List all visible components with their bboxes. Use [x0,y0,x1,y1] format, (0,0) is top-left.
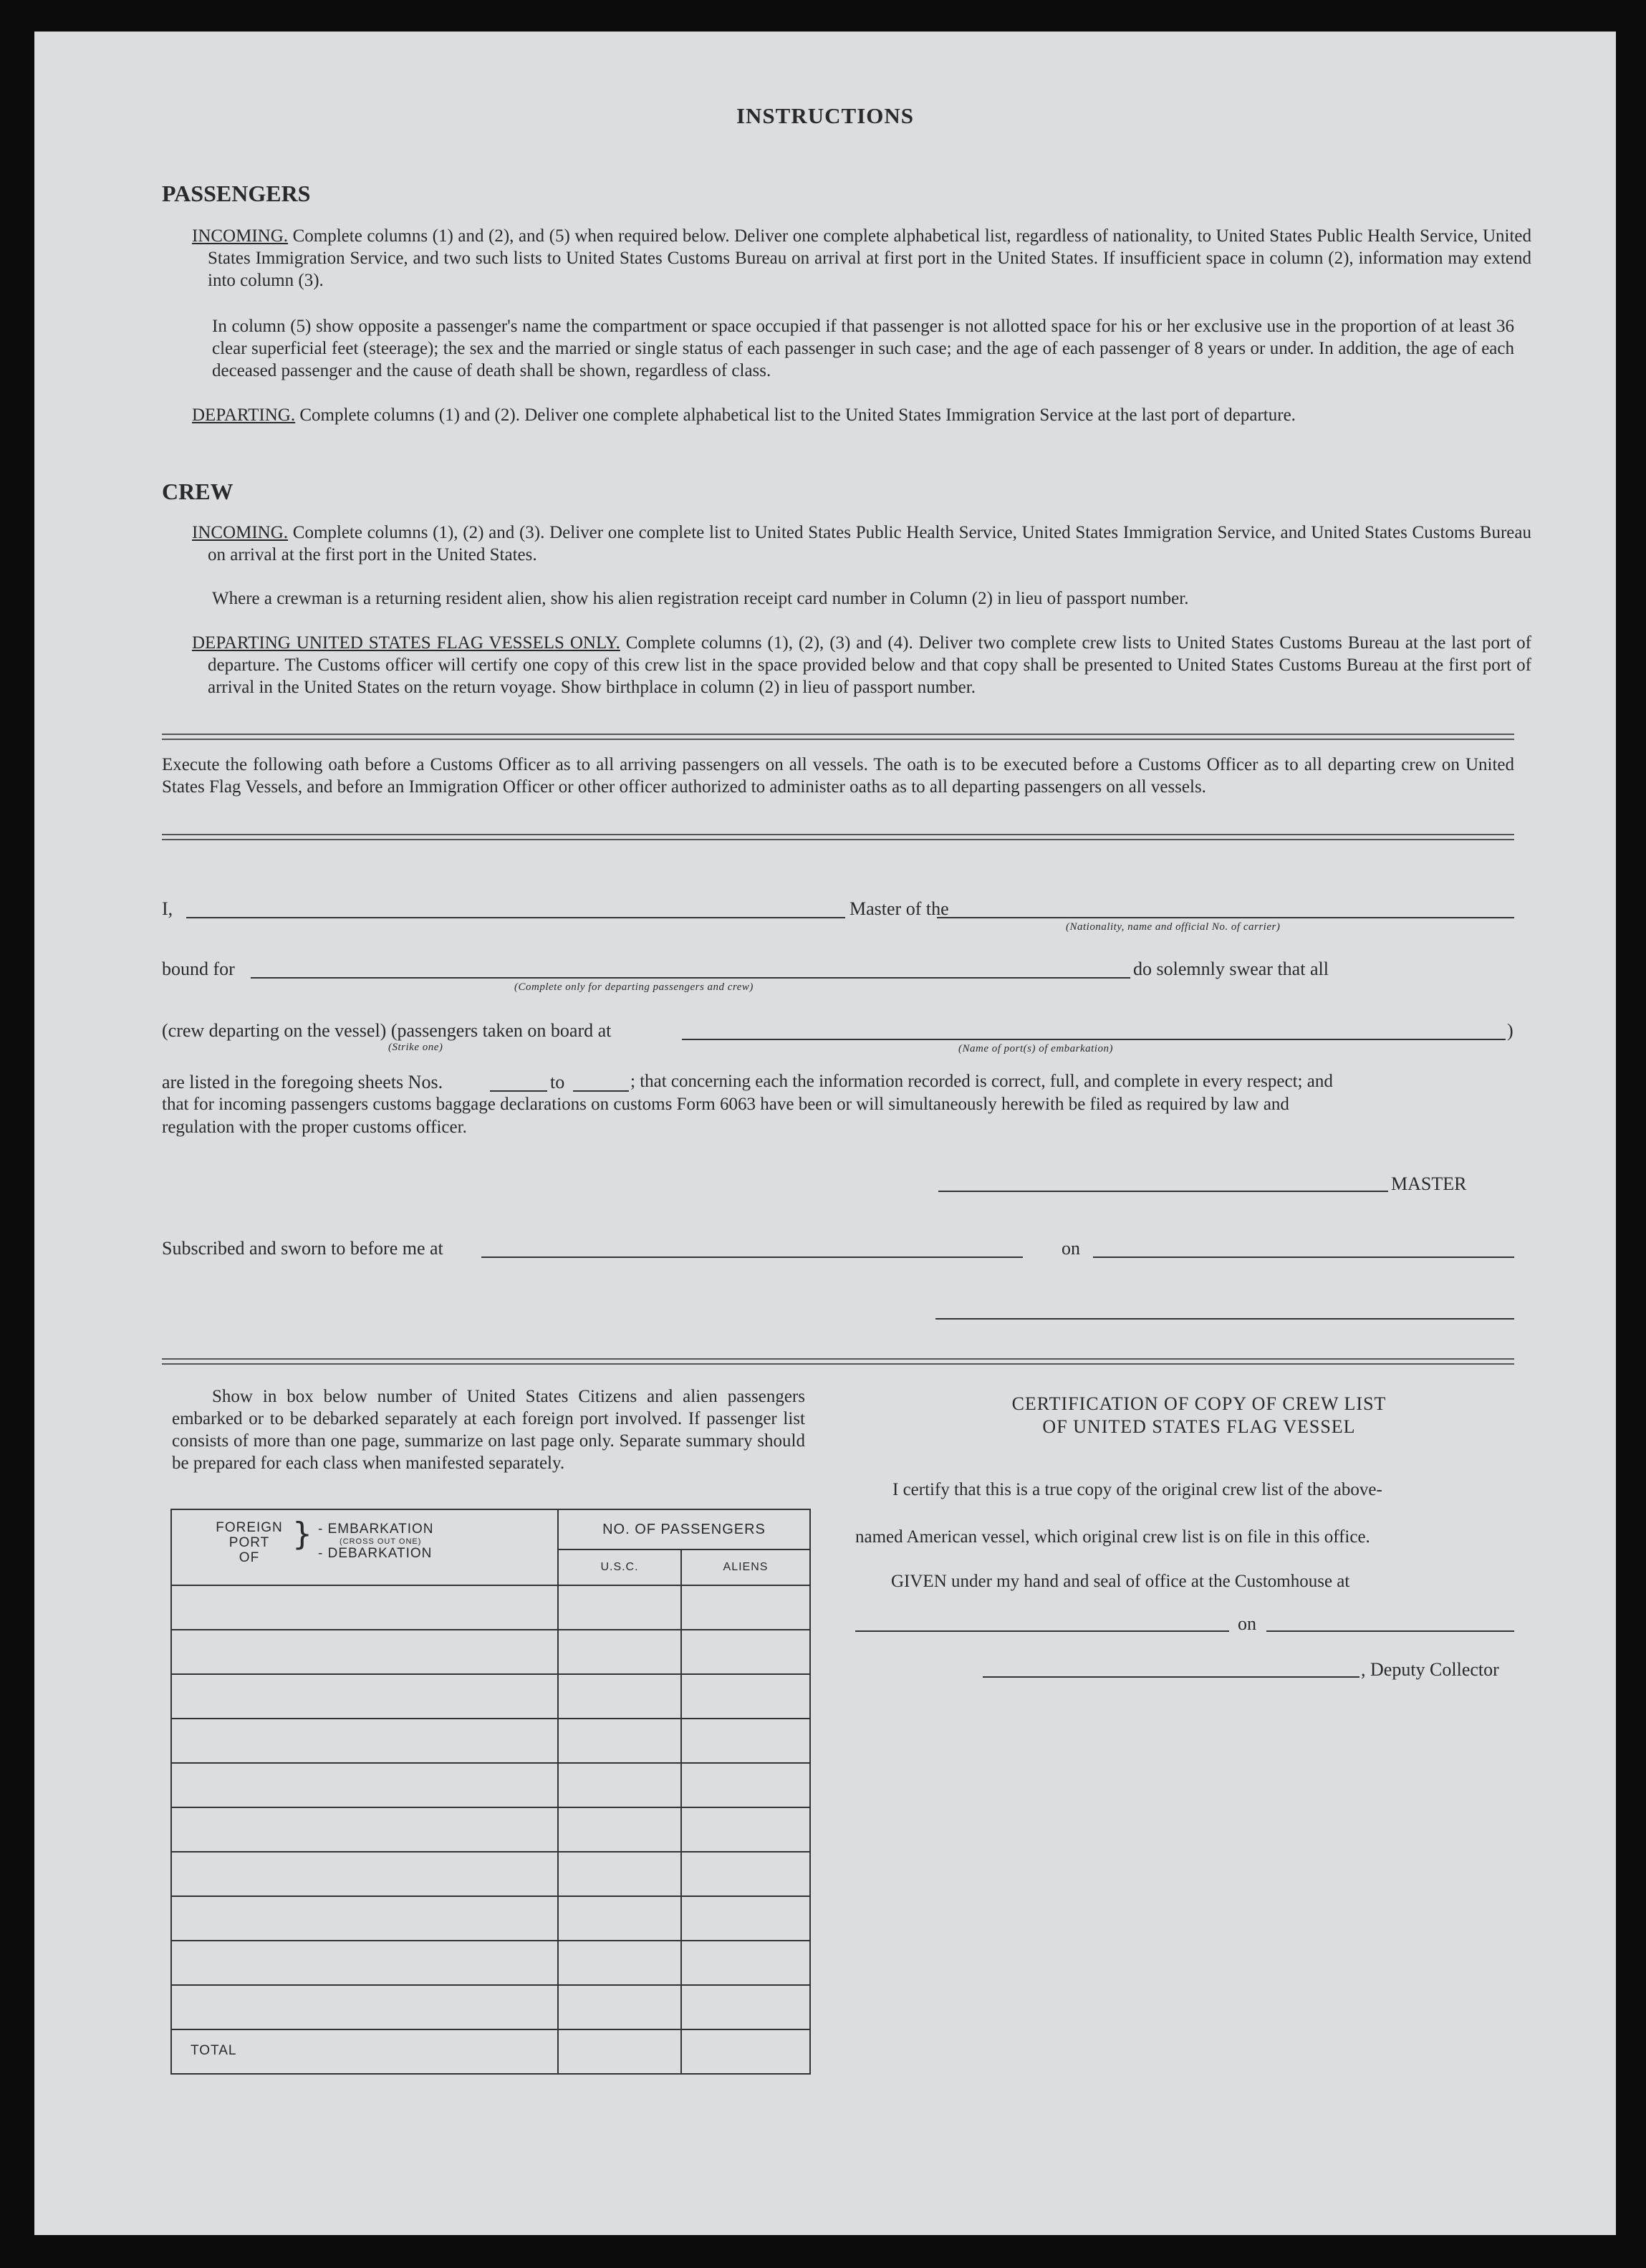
passengers-departing-paragraph [192,404,1531,426]
table-row [171,1852,810,1896]
sheets-to-field[interactable] [573,1090,629,1092]
cross-out-label: (CROSS OUT ONE) [340,1537,422,1546]
table-row [171,1941,810,1985]
foreign-label: FOREIGN [216,1520,283,1535]
usc-header: U.S.C. [558,1549,681,1585]
divider [162,834,1514,840]
passengers-incoming-paragraph [192,225,1531,292]
certification-text-line1: I certify that this is a true copy of the original crew list of the above- [892,1480,1382,1499]
customhouse-field[interactable] [855,1630,1229,1632]
bound-caption: (Complete only for departing passengers and crew) [514,981,754,993]
crew-departing-text: Complete columns (1), (2), (3) and (4). Deliver two complete crew lists to United States Customs Bureau at the last port of departure. The Customs officer will certify one copy of this crew list in the space provided below and that copy shall be presented to United States Customs Bureau at the first port of arrival in the United States on the return voyage. Show birthplace in column (2) in lieu of passport number. [208,633,1531,697]
passengers-departing-text: Complete columns (1) and (2). Deliver one complete alphabetical list to the United States Immigration Service at the last port of departure. [299,405,1296,425]
total-label: TOTAL [171,2029,558,2074]
master-of-label: Master of the [850,898,949,919]
form-page [34,32,1616,2235]
subscribed-on-label: on [1062,1238,1080,1259]
crew-incoming-paragraph [192,522,1531,566]
crew-heading: CREW [162,479,234,504]
carrier-field[interactable] [937,917,1514,918]
table-row [171,1674,810,1719]
oath-instructions: Execute the following oath before a Customs Officer as to all arriving passengers on all vessels. The oath is to be executed before a Customs Officer as to all departing crew on United States Flag Vessels, and before an Immigration Officer or other officer authorized to administer oaths as to all departing passengers on all vessels. [162,755,1514,797]
embarkation-port-field[interactable] [682,1039,1506,1040]
oath-i-label: I, [162,898,173,919]
table-row [171,1763,810,1807]
port-header-cell [171,1509,558,1585]
sheets-from-field[interactable] [490,1090,547,1092]
certification-text-line2: named American vessel, which original crew list is on file in this office. [855,1527,1370,1547]
debarkation-label: - DEBARKATION [318,1546,433,1561]
port-label: PORT [228,1535,270,1550]
table-row [171,1896,810,1941]
carrier-caption: (Nationality, name and official No. of carrier) [1066,921,1281,933]
crew-departing-label: (crew departing on the vessel) (passengers taken on board at [162,1020,612,1041]
of-label: OF [239,1550,260,1565]
table-row [171,1985,810,2029]
given-text: GIVEN under my hand and seal of office at the Customhouse at [891,1572,1350,1591]
passengers-incoming-text: Complete columns (1) and (2), and (5) when required below. Deliver one complete alphabetical list, regardless of nationality, to United States Public Health Service, United States Immigration Service, and two such lists to United States Customs Bureau on arrival at first port in the United States. If insufficient space in column (2), information may extend into column (3). [208,226,1531,290]
deputy-collector-label: , Deputy Collector [1361,1659,1499,1680]
divider [162,734,1514,740]
table-row [171,1719,810,1763]
table-row [171,1807,810,1852]
certification-date-field[interactable] [1266,1630,1514,1632]
total-row [171,2029,810,2074]
officer-signature-field[interactable] [935,1318,1514,1320]
certification-title-line2: OF UNITED STATES FLAG VESSEL [1042,1416,1356,1437]
bound-for-field[interactable] [251,977,1130,979]
master-label: MASTER [1391,1173,1467,1194]
subscribed-label: Subscribed and sworn to before me at [162,1238,443,1259]
passenger-summary-table [170,1509,811,2075]
deputy-signature-field[interactable] [983,1676,1359,1678]
master-signature-field[interactable] [938,1191,1388,1192]
passengers-incoming-lead: INCOMING. [192,226,289,246]
subscribed-date-field[interactable] [1093,1256,1514,1258]
certification-title [877,1393,1521,1438]
sheets-to-label: to [550,1072,565,1092]
summary-instructions: Show in box below number of United States Citizens and alien passengers embarked or to be debarked separately at each foreign port involved. If passenger list consists of more than one page, summarize on last page only. Separate summary should be prepared for each class when manifested separately. [172,1387,805,1473]
no-of-passengers-header: NO. OF PASSENGERS [558,1509,810,1549]
crew-departing-paragraph [192,632,1531,698]
crew-incoming-text: Complete columns (1), (2) and (3). Deliver one complete list to United States Public Health Service, United States Immigration Service, and United States Customs Bureau on arrival at the first port in the United States. [208,523,1531,564]
close-paren: ) [1507,1020,1513,1041]
divider [162,1358,1514,1365]
crew-incoming-lead: INCOMING. [192,523,289,542]
embark-caption: (Name of port(s) of embarkation) [958,1043,1113,1054]
page-title: INSTRUCTIONS [736,103,914,128]
master-name-field[interactable] [186,917,845,918]
subscribed-place-field[interactable] [481,1256,1023,1258]
aliens-header: ALIENS [681,1549,810,1585]
sheets-rest: ; that concerning each the information recorded is correct, full, and complete in every respect; and [630,1072,1333,1091]
passengers-heading: PASSENGERS [162,181,311,206]
passengers-column5-paragraph: In column (5) show opposite a passenger's name the compartment or space occupied if that passenger is not allotted space for his or her exclusive use in the proportion of at least 36 clear superficial feet (steerage); the sex and the married or single status of each passenger in such case; and the age of each passenger of 8 years or under. In addition, the age of each deceased passenger and the cause of death shall be shown, regardless of class. [212,317,1514,380]
swear-label: do solemnly swear that all [1133,958,1329,979]
sheets-line2: that for incoming passengers customs baggage declarations on customs Form 6063 have been or will simultaneously herewith be filed as required by law and [162,1095,1289,1114]
crew-departing-lead: DEPARTING UNITED STATES FLAG VESSELS ONLY. [192,633,620,653]
crew-resident-paragraph: Where a crewman is a returning resident alien, show his alien registration receipt card number in Column (2) in lieu of passport number. [212,589,1189,608]
passengers-departing-lead: DEPARTING. [192,405,296,425]
certification-title-line1: CERTIFICATION OF COPY OF CREW LIST [1011,1393,1387,1414]
strike-caption: (Strike one) [388,1042,443,1053]
sheets-line3: regulation with the proper customs officer. [162,1118,467,1137]
certification-on-label: on [1238,1613,1256,1634]
table-row [171,1585,810,1630]
brace-icon: } [292,1516,312,1552]
sheets-prefix: are listed in the foregoing sheets Nos. [162,1072,443,1092]
embarkation-label: - EMBARKATION [318,1522,434,1537]
bound-for-label: bound for [162,958,235,979]
table-row [171,1630,810,1674]
